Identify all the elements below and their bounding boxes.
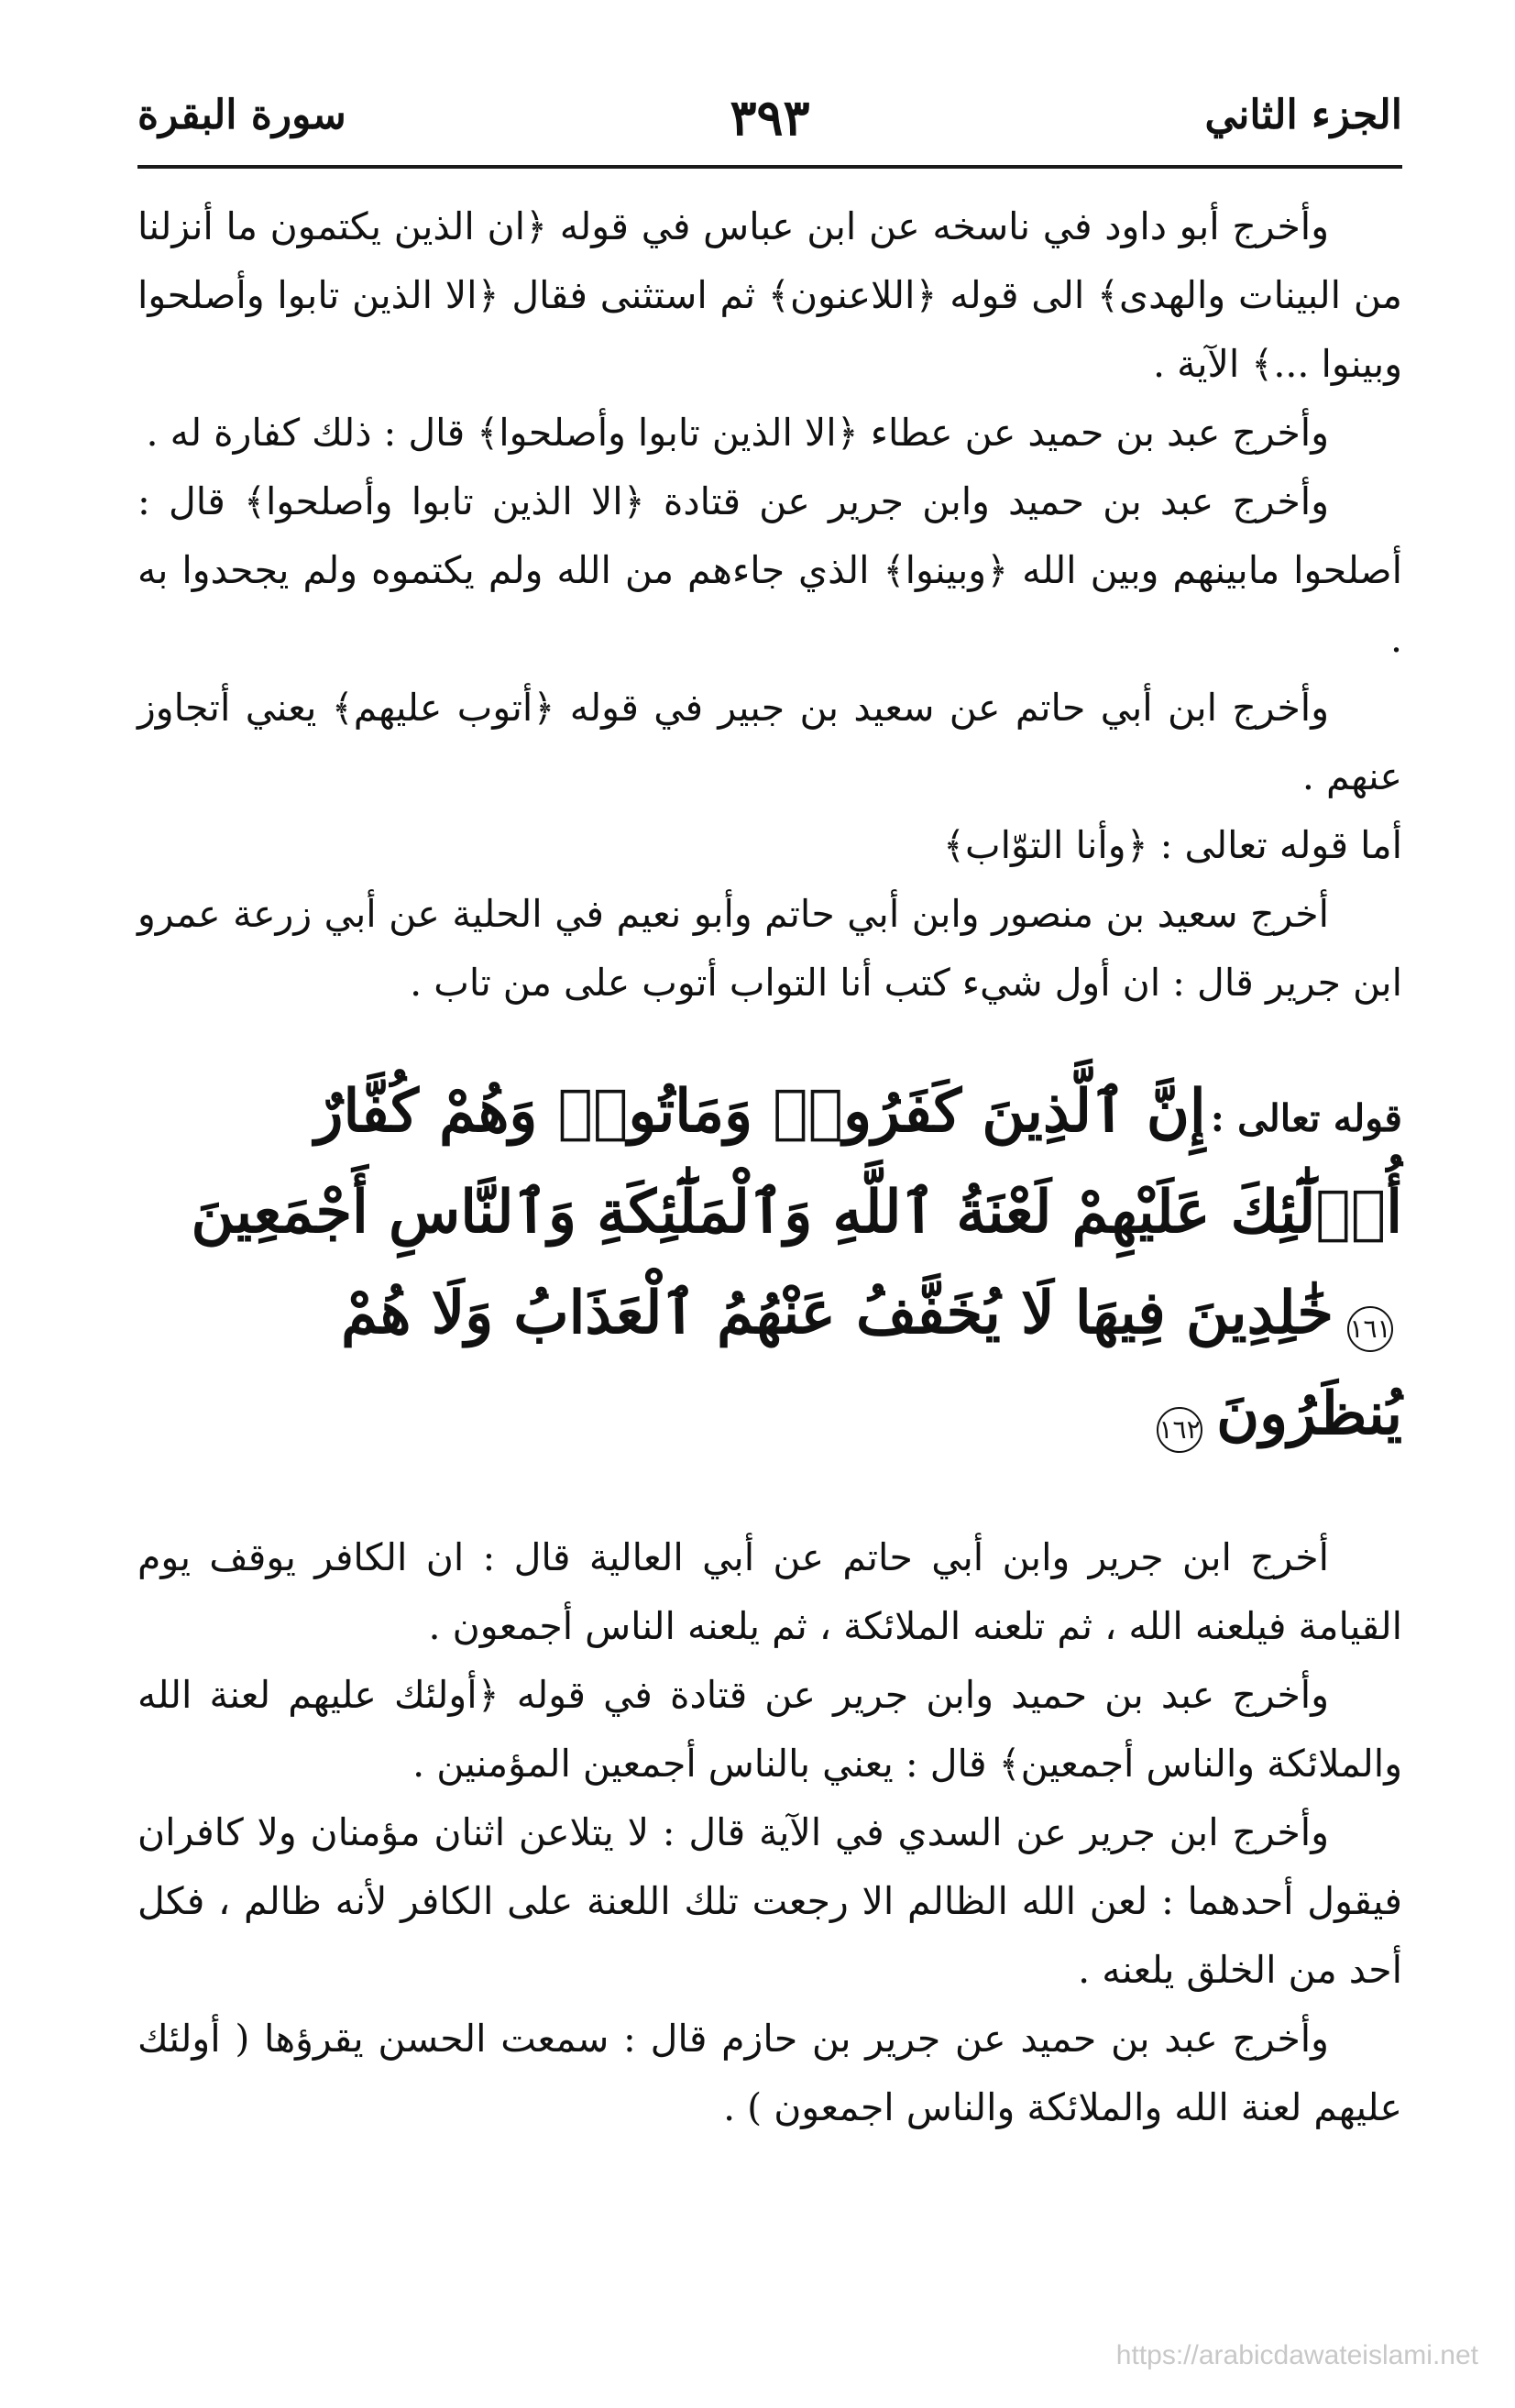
paragraph: وأخرج عبد بن حميد عن جرير بن حازم قال : سمعت الحسن يقرؤها ( أولئك عليهم لعنة الله والملائكة والناس اجمعون ) .: [137, 2017, 1402, 2129]
surah-label: سورة البقرة: [137, 92, 346, 138]
page-body: [137, 192, 1402, 2142]
paragraph: أخرج سعيد بن منصور وابن أبي حاتم وأبو نعيم في الحلية عن أبي زرعة عمرو ابن جرير قال : ان أول شيء كتب أنا التواب أتوب على من تاب .: [137, 892, 1402, 1005]
verse-text-162: خَٰلِدِينَ فِيهَا لَا يُخَفَّفُ عَنْهُمُ ٱلْعَذَابُ وَلَا هُمْ يُنظَرُونَ: [341, 1279, 1402, 1448]
paragraph: وأخرج ابن جرير عن السدي في الآية قال : لا يتلاعن اثنان مؤمنان ولا كافران فيقول أحدهما : لعن الله الظالم الا رجعت تلك اللعنة على الكافر لأنه ظالم ، فكل أحد من الخلق يلعنه .: [137, 1810, 1402, 1992]
paragraph: وأخرج ابن أبي حاتم عن سعيد بن جبير في قوله ﴿أتوب عليهم﴾ يعني أتجاوز عنهم .: [137, 686, 1402, 798]
watermark-url: https://arabicdawateislami.net: [1115, 2340, 1478, 2370]
paragraph: وأخرج عبد بن حميد وابن جرير عن قتادة في قوله ﴿أولئك عليهم لعنة الله والملائكة والناس أجمعين﴾ قال : يعني بالناس أجمعين المؤمنين .: [137, 1673, 1402, 1786]
juz-label: الجزء الثاني: [1204, 92, 1402, 138]
paragraph: وأخرج أبو داود في ناسخه عن ابن عباس في قوله ﴿ان الذين يكتمون ما أنزلنا من البينات والهدى﴾ الى قوله ﴿اللاعنون﴾ ثم استثنى فقال ﴿الا الذين تابوا وأصلحوا وبينوا ...﴾ الآية .: [137, 204, 1402, 386]
book-page: [137, 88, 1402, 2310]
ayah-number-marker: ١٦٢: [1157, 1407, 1202, 1453]
quran-verse-block: [137, 1061, 1402, 1465]
verse-text-161: إِنَّ ٱلَّذِينَ كَفَرُوا۟ وَمَاتُوا۟ وَهُمْ كُفَّارٌ أُو۟لَٰٓئِكَ عَلَيْهِمْ لَعْنَةُ ٱللَّهِ وَٱلْمَلَٰٓئِكَةِ وَٱلنَّاسِ أَجْمَعِينَ: [191, 1077, 1402, 1247]
paragraph: وأخرج عبد بن حميد وابن جرير عن قتادة ﴿الا الذين تابوا وأصلحوا﴾ قال : أصلحوا مابينهم وبين الله ﴿وبينوا﴾ الذي جاءهم من الله ولم يكتموه ولم يجحدوا به .: [137, 479, 1402, 661]
subheading: أما قوله تعالى : ﴿وأنا التوّاب﴾: [943, 823, 1402, 867]
verse-intro: قوله تعالى :: [1210, 1096, 1402, 1140]
page-number: ٣٩٣: [730, 88, 810, 147]
page-header: [137, 88, 1402, 169]
paragraph: أخرج ابن جرير وابن أبي حاتم عن أبي العالية قال : ان الكافر يوقف يوم القيامة فيلعنه الله ، ثم تلعنه الملائكة ، ثم يلعنه الناس أجمعون .: [137, 1535, 1402, 1648]
paragraph: وأخرج عبد بن حميد عن عطاء ﴿الا الذين تابوا وأصلحوا﴾ قال : ذلك كفارة له .: [146, 411, 1329, 455]
ayah-number-marker: ١٦١: [1347, 1306, 1393, 1352]
